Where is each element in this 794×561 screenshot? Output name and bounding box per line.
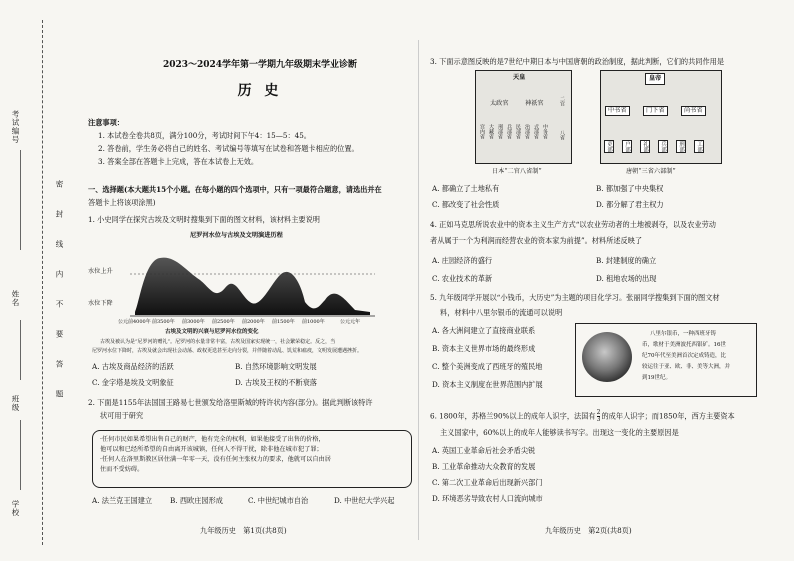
q5-material-2: 币，歌材于美洲波托西银矿。16世: [642, 342, 726, 348]
jp-min-5: 治部省: [524, 124, 530, 139]
q3-option-b[interactable]: B. 都加强了中央集权: [596, 184, 664, 193]
chart-caption: 古埃及文明的兴衰与尼罗河水位的变化: [165, 329, 259, 335]
axis-label-2: 前3000年: [182, 319, 205, 325]
nile-water-curve: [135, 258, 370, 315]
low-water-label: 水位下降: [88, 300, 113, 307]
jp-side-1: 二官: [559, 96, 565, 106]
q5-option-c[interactable]: C. 整个美洲变成了西班牙的殖民地: [432, 362, 543, 371]
cn-top: 皇帝: [645, 73, 665, 85]
q5-option-a[interactable]: A. 各大洲间建立了直接商业联系: [432, 326, 536, 335]
q1-option-c[interactable]: C. 金字塔是埃及文明象征: [92, 378, 174, 387]
q6-line-1a: 6. 1800年，苏格兰90%以上的成年人识字，法国有: [430, 411, 596, 421]
center-divider: [418, 40, 419, 540]
q3-option-d[interactable]: D. 都分解了君主权力: [596, 200, 664, 209]
q1-note-2: 尼罗河水位下降时，古埃及就会出现社会动荡、政权更迭甚至走向分裂，并伴随着动乱、饥荒和瘟疫，文明发展遭遇挫折。: [92, 348, 363, 354]
q5-option-d[interactable]: D. 资本主义制度在世界范围内扩展: [432, 380, 543, 389]
q4-line-1: 4. 正如马克思所说农业中的资本主义生产方式“以农业劳动者的土地被剥夺，以及农业劳动: [430, 220, 716, 229]
q6-option-a[interactable]: A. 英国工业革命后社会矛盾尖锐: [432, 446, 536, 455]
cn-bottom-2: 礼部: [642, 141, 648, 152]
q4-option-c[interactable]: C. 农业技术的革新: [432, 274, 493, 283]
high-water-label: 水位上升: [88, 268, 113, 275]
q2-option-d[interactable]: D. 中世纪大学兴起: [334, 496, 395, 505]
jp-mid-2: 神祇官: [525, 100, 544, 107]
footer-right: 九年级历史 第2页(共8页): [545, 526, 632, 535]
q1-option-a[interactable]: A. 古埃及商品经济的活跃: [92, 362, 174, 371]
axis-label-6: 前1000年: [302, 319, 325, 325]
japan-diagram: [475, 70, 572, 164]
q6-line-1b: 的成年人识字；而1850年，西方主要资本: [601, 411, 735, 421]
axis-label-5: 前1500年: [272, 319, 295, 325]
binding-line-3: [20, 420, 21, 490]
cn-bottom-1: 户部: [624, 141, 630, 152]
jp-min-3: 兵部省: [506, 124, 512, 139]
cn-bottom-5: 工部: [696, 141, 702, 152]
q1-option-d[interactable]: D. 古埃及王权的不断衰落: [235, 378, 317, 387]
binding-line-2: [20, 320, 21, 380]
q2-stem-2: 状可用于研究: [100, 411, 144, 420]
seal-char-0: 密: [55, 180, 64, 189]
q6-option-d[interactable]: D. 环境恶劣导致农村人口流向城市: [432, 494, 543, 503]
notes-heading: 注意事项：: [88, 118, 124, 127]
section1-heading: 一、选择题(本大题共15个小题。在每小题的四个选项中，只有一项最符合题意，请选出并在: [88, 185, 382, 194]
q1-option-b[interactable]: B. 自然环境影响文明发展: [235, 362, 317, 371]
q5-stem-2: 料，材料中八里尔银币的流通可以说明: [440, 308, 563, 317]
axis-label-4: 前2000年: [242, 319, 265, 325]
q5-material-4: 较运往于亚、欧、非、美等大洲，并: [642, 364, 731, 370]
q6-option-b[interactable]: B. 工业革命推动大众教育的发展: [432, 462, 536, 471]
seal-char-7: 题: [55, 390, 64, 399]
section1-heading-2: 答题卡上将该项涂黑): [88, 198, 156, 207]
jp-min-6: 式部省: [533, 124, 539, 139]
note-3: 3. 答案全部在答题卡上完成，答在本试卷上无效。: [98, 157, 259, 166]
q2-quote-line-1: ·任何市民如果希望出售自己的财产，他有完全的权利，如果他接受了出售的价格，: [100, 436, 325, 443]
silver-coin-image: [582, 332, 632, 382]
jp-mid-1: 太政官: [490, 100, 509, 107]
cn-bottom-4: 刑部: [678, 141, 684, 152]
cn-mid-2: 门下省: [643, 106, 668, 116]
class-label: 班级: [11, 395, 20, 412]
school-label: 学校: [11, 500, 20, 517]
seal-char-6: 答: [55, 360, 64, 369]
seal-char-2: 线: [55, 240, 64, 249]
jp-min-0: 宫内省: [479, 124, 485, 139]
axis-label-7: 公元元年: [340, 319, 361, 325]
seal-char-1: 封: [55, 210, 64, 219]
jp-min-4: 民部省: [515, 124, 521, 139]
q4-option-b[interactable]: B. 封建制度的确立: [596, 256, 657, 265]
jp-top: 天皇: [513, 74, 526, 81]
subject-title: 历 史: [237, 83, 283, 99]
axis-label-0: 公元前4000年: [118, 319, 151, 325]
q2-option-a[interactable]: A. 法兰克王国建立: [92, 496, 153, 505]
q3-option-a[interactable]: A. 都确立了土地私有: [432, 184, 500, 193]
q4-line-2: 者从属于一个为利润而经营农业的资本家为前提”。材料所述反映了: [430, 236, 643, 245]
exam-no-label: 考试编号: [11, 110, 20, 144]
cn-mid-1: 中书省: [605, 106, 630, 116]
exam-title: 2023～2024学年第一学期九年级期末学业诊断: [162, 60, 358, 70]
binding-strip: [0, 0, 70, 561]
cn-bottom-3: 兵部: [660, 141, 666, 152]
note-1: 1. 本试卷全卷共8页，满分100分，考试时间下午4：15—5：45。: [98, 131, 311, 140]
seal-dashed-line: [42, 20, 43, 545]
q2-option-c[interactable]: C. 中世纪城市自治: [248, 496, 309, 505]
seal-char-5: 要: [55, 330, 64, 339]
axis-label-3: 前2500年: [212, 319, 235, 325]
seal-char-4: 不: [55, 300, 64, 309]
q1-stem: 1. 小史同学在探究古埃及文明时搜集到下面的图文材料，该材料主要说明: [88, 215, 320, 224]
q2-quote-line-3: ·任何人在洛里斯教区居住满一年零一天，没有任何主张权力的要求，他就可以自由居: [100, 456, 331, 463]
jp-min-2: 刑部省: [497, 124, 503, 139]
note-2: 2. 答卷前，学生务必将自己的姓名、考试编号等填写在试卷和答题卡相应的位置。: [98, 144, 359, 153]
q6-line-1: [430, 410, 735, 423]
jp-min-1: 大藏省: [488, 124, 494, 139]
footer-left: 九年级历史 第1页(共8页): [200, 526, 287, 535]
cn-bottom-0: 吏部: [606, 141, 612, 152]
q6-line-2: 主义国家中，60%以上的成年人能够读书写字。出现这一变化的主要原因是: [440, 428, 679, 437]
q5-option-b[interactable]: B. 资本主义世界市场的最终形成: [432, 344, 536, 353]
cn-caption: 唐朝“三省六部制”: [626, 168, 676, 175]
q2-option-b[interactable]: B. 西欧庄园形成: [170, 496, 223, 505]
q5-material-3: 纪70年代至美洲首次定成铸造，比: [642, 353, 726, 359]
q3-option-c[interactable]: C. 都改变了社会性质: [432, 200, 500, 209]
axis-label-1: 前3500年: [152, 319, 175, 325]
binding-line-1: [20, 150, 21, 250]
q1-chart-title: 尼罗河水位与古埃及文明演进历程: [190, 232, 283, 239]
q6-fraction-den: 3: [596, 416, 601, 423]
q5-material-1: 八里尔银币，一种西班牙铸: [650, 331, 717, 337]
q2-stem: 2. 下面是1155年法国国王路易七世颁发给洛里斯城的特许状内容(部分)。据此判断该特许: [88, 398, 373, 407]
q6-fraction-num: 2: [596, 409, 601, 416]
name-label: 姓名: [11, 290, 20, 307]
q4-option-d[interactable]: D. 租地农场的出现: [596, 274, 657, 283]
nile-chart: [100, 240, 390, 330]
seal-char-3: 内: [55, 270, 64, 279]
q6-fraction: [597, 410, 601, 423]
q2-quote-line-4: 住而不受妨碍。: [100, 466, 144, 473]
jp-side-2: 八省: [559, 130, 565, 140]
jp-min-7: 中务省: [542, 124, 548, 139]
cn-mid-3: 尚书省: [681, 106, 706, 116]
q6-option-c[interactable]: C. 第二次工业革命后出现新兴部门: [432, 478, 543, 487]
q3-stem: 3. 下面示意图反映的是7世纪中期日本与中国唐朝的政治制度，据此判断，它们的共同作用是: [430, 57, 725, 66]
q5-stem: 5. 九年级同学开展以“小钱币，大历史”为主题的项目化学习。张丽同学搜集到下面的图文材: [430, 293, 720, 302]
q2-quote-line-2: 他可以和已经所希望的自由离开该城镇，任何人不得干扰，除非他在城市犯了罪；: [100, 446, 323, 453]
q1-note-1: 古埃及被认为是“尼罗河的赠礼”。尼罗河的水量非常丰富，古埃及国家实现统一，社会繁荣稳定。反之，当: [100, 339, 336, 345]
q4-option-a[interactable]: A. 庄园经济的盛行: [432, 256, 493, 265]
q5-material-5: 到19世纪。: [642, 375, 671, 381]
jp-caption: 日本“二官八省制”: [492, 168, 542, 175]
